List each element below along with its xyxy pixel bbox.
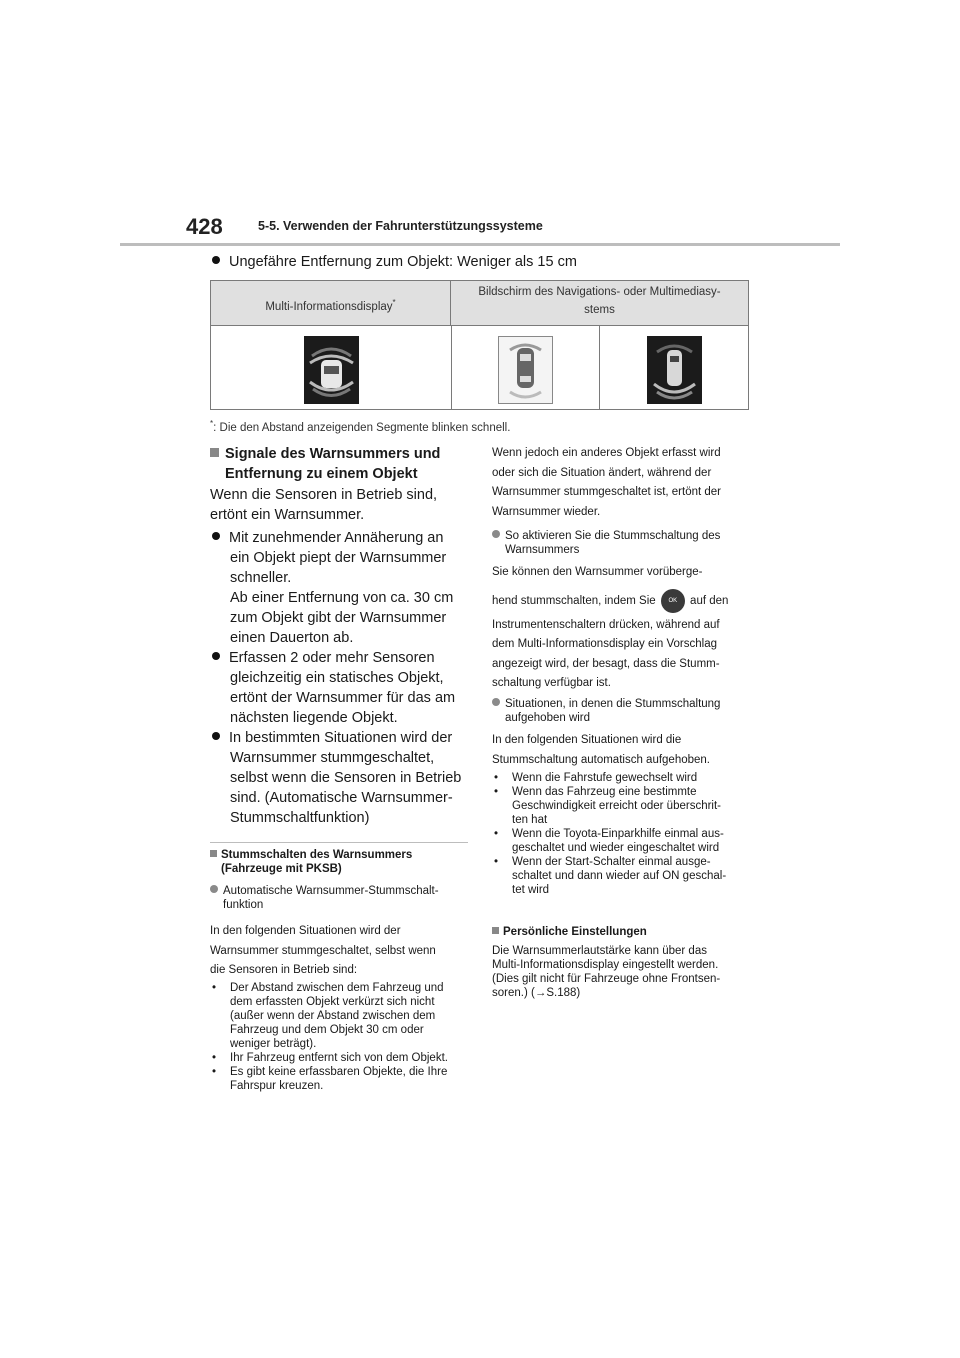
page-reference-link[interactable]: S.188) [546, 987, 581, 999]
activate-mute-heading: So aktivieren Sie die Stummschaltung des Warnsummers [492, 529, 720, 557]
intro-paragraph: Wenn die Sensoren in Betrieb sind, ertönt ein Warnsummer. [210, 487, 438, 523]
section-title: 5-5. Verwenden der Fahrunterstützungssysteme [258, 219, 543, 233]
cancel-mute-paragraph: In den folgenden Situationen wird die Stummschaltung automatisch aufgehoben. [492, 734, 710, 766]
bullet-icon [212, 256, 220, 264]
ok-button-icon: OK [661, 589, 685, 613]
section-heading: Signale des Warnsummers und Entfernung zu einem Objekt [210, 444, 440, 484]
mid-car-sensor-image [304, 336, 359, 404]
column-divider [210, 842, 468, 843]
circle-bullet-icon [210, 885, 218, 893]
table-cell-navigation-image-2 [600, 326, 748, 410]
list-item: • Wenn die Toyota-Einparkhilfe einmal aus- geschaltet und wieder eingeschaltet wird [494, 828, 724, 854]
square-bullet-icon [492, 927, 499, 934]
personal-settings-paragraph: Die Warnsummerlautstärke kann über das Multi-Informationsdisplay eingestellt werden. (Dies gilt nicht für Fahrzeuge ohne Frontsen- soren.) (→S.188) [492, 945, 721, 999]
page-reference-arrow-icon: → [534, 987, 547, 999]
auto-mute-heading: Automatische Warnsummer-Stummschalt- funktion [210, 884, 439, 912]
rearm-paragraph: Wenn jedoch ein anderes Objekt erfasst wird oder sich die Situation ändert, während der Warnsummer stummgeschaltet ist, ertönt der Warnsummer wieder. [492, 447, 722, 518]
bullet-icon [212, 652, 220, 660]
distance-bullet-text: Ungefähre Entfernung zum Objekt: Weniger als 15 cm [229, 254, 577, 270]
cancel-mute-list [494, 771, 756, 897]
table-cell-navigation-image-1 [451, 326, 600, 410]
circle-bullet-icon [492, 698, 500, 706]
personal-settings-heading: Persönliche Einstellungen [492, 925, 647, 939]
list-item: • Wenn die Fahrstufe gewechselt wird [494, 772, 698, 784]
table-header-mid: Multi-Informationsdisplay* [211, 281, 451, 326]
list-item-multiple-sensors: Erfassen 2 oder mehr Sensoren gleichzeitig ein statisches Objekt, ertönt der Warnsummer für das am nächsten liegende Objekt. [212, 648, 455, 728]
table-header-navigation: Bildschirm des Navigations- oder Multimediasy- stems [451, 281, 748, 326]
table-cell-mid-image [211, 326, 452, 410]
list-item: • Ihr Fahrzeug entfernt sich von dem Objekt. [212, 1052, 448, 1064]
page-number: 428 [186, 214, 223, 239]
auto-mute-list [212, 981, 472, 1093]
cancel-mute-heading: Situationen, in denen die Stummschaltung aufgehoben wird [492, 697, 720, 725]
square-bullet-icon [210, 448, 219, 457]
mute-subheading: Stummschalten des Warnsummers (Fahrzeuge mit PKSB) [210, 848, 412, 876]
auto-mute-paragraph: In den folgenden Situationen wird der Warnsummer stummgeschaltet, selbst wenn die Sensoren in Betrieb sind: [210, 925, 436, 976]
circle-bullet-icon [492, 530, 500, 538]
distance-bullet [212, 254, 577, 270]
square-bullet-icon [210, 850, 217, 857]
list-item: • Es gibt keine erfassbaren Objekte, die Ihre Fahrspur kreuzen. [212, 1066, 448, 1092]
list-item-mute-situations: In bestimmten Situationen wird der Warnsummer stummgeschaltet, selbst wenn die Sensoren in Betrieb sind. (Automatische Warnsummer- Stummschaltfunktion) [212, 728, 461, 828]
list-item-approach: Mit zunehmender Annäherung an ein Objekt piept der Warnsummer schneller. Ab einer Entfernung von ca. 30 cm zum Objekt gibt der Warnsummer einen Dauerton ab. [212, 528, 453, 648]
navigation-car-sensor-image-dark [647, 336, 702, 404]
list-item: • Wenn das Fahrzeug eine bestimmte Geschwindigkeit erreicht oder überschrit- ten hat [494, 786, 722, 826]
display-table [210, 280, 749, 410]
list-item: • Wenn der Start-Schalter einmal ausge- schaltet und dann wieder auf ON geschal- tet wird [494, 856, 727, 896]
bullet-icon [212, 532, 220, 540]
activate-mute-paragraph: Sie können den Warnsummer vorüberge- hend stummschalten, indem Sie OK auf den Instrumentenschaltern drücken, während auf dem Multi-Informationsdisplay ein Vorschlag angezeigt wird, der besagt, dass die Stumm- schaltung verfügbar ist. [492, 566, 729, 689]
navigation-car-sensor-image-light [498, 336, 553, 404]
table-footnote: *: Die den Abstand anzeigenden Segmente blinken schnell. [210, 419, 511, 434]
list-item: • Der Abstand zwischen dem Fahrzeug und dem erfassten Objekt verkürzt sich nicht (außer wenn der Abstand zwischen dem Fahrzeug und dem Objekt 30 cm oder weniger beträgt). [212, 982, 444, 1050]
header-divider [120, 243, 840, 246]
bullet-icon [212, 732, 220, 740]
